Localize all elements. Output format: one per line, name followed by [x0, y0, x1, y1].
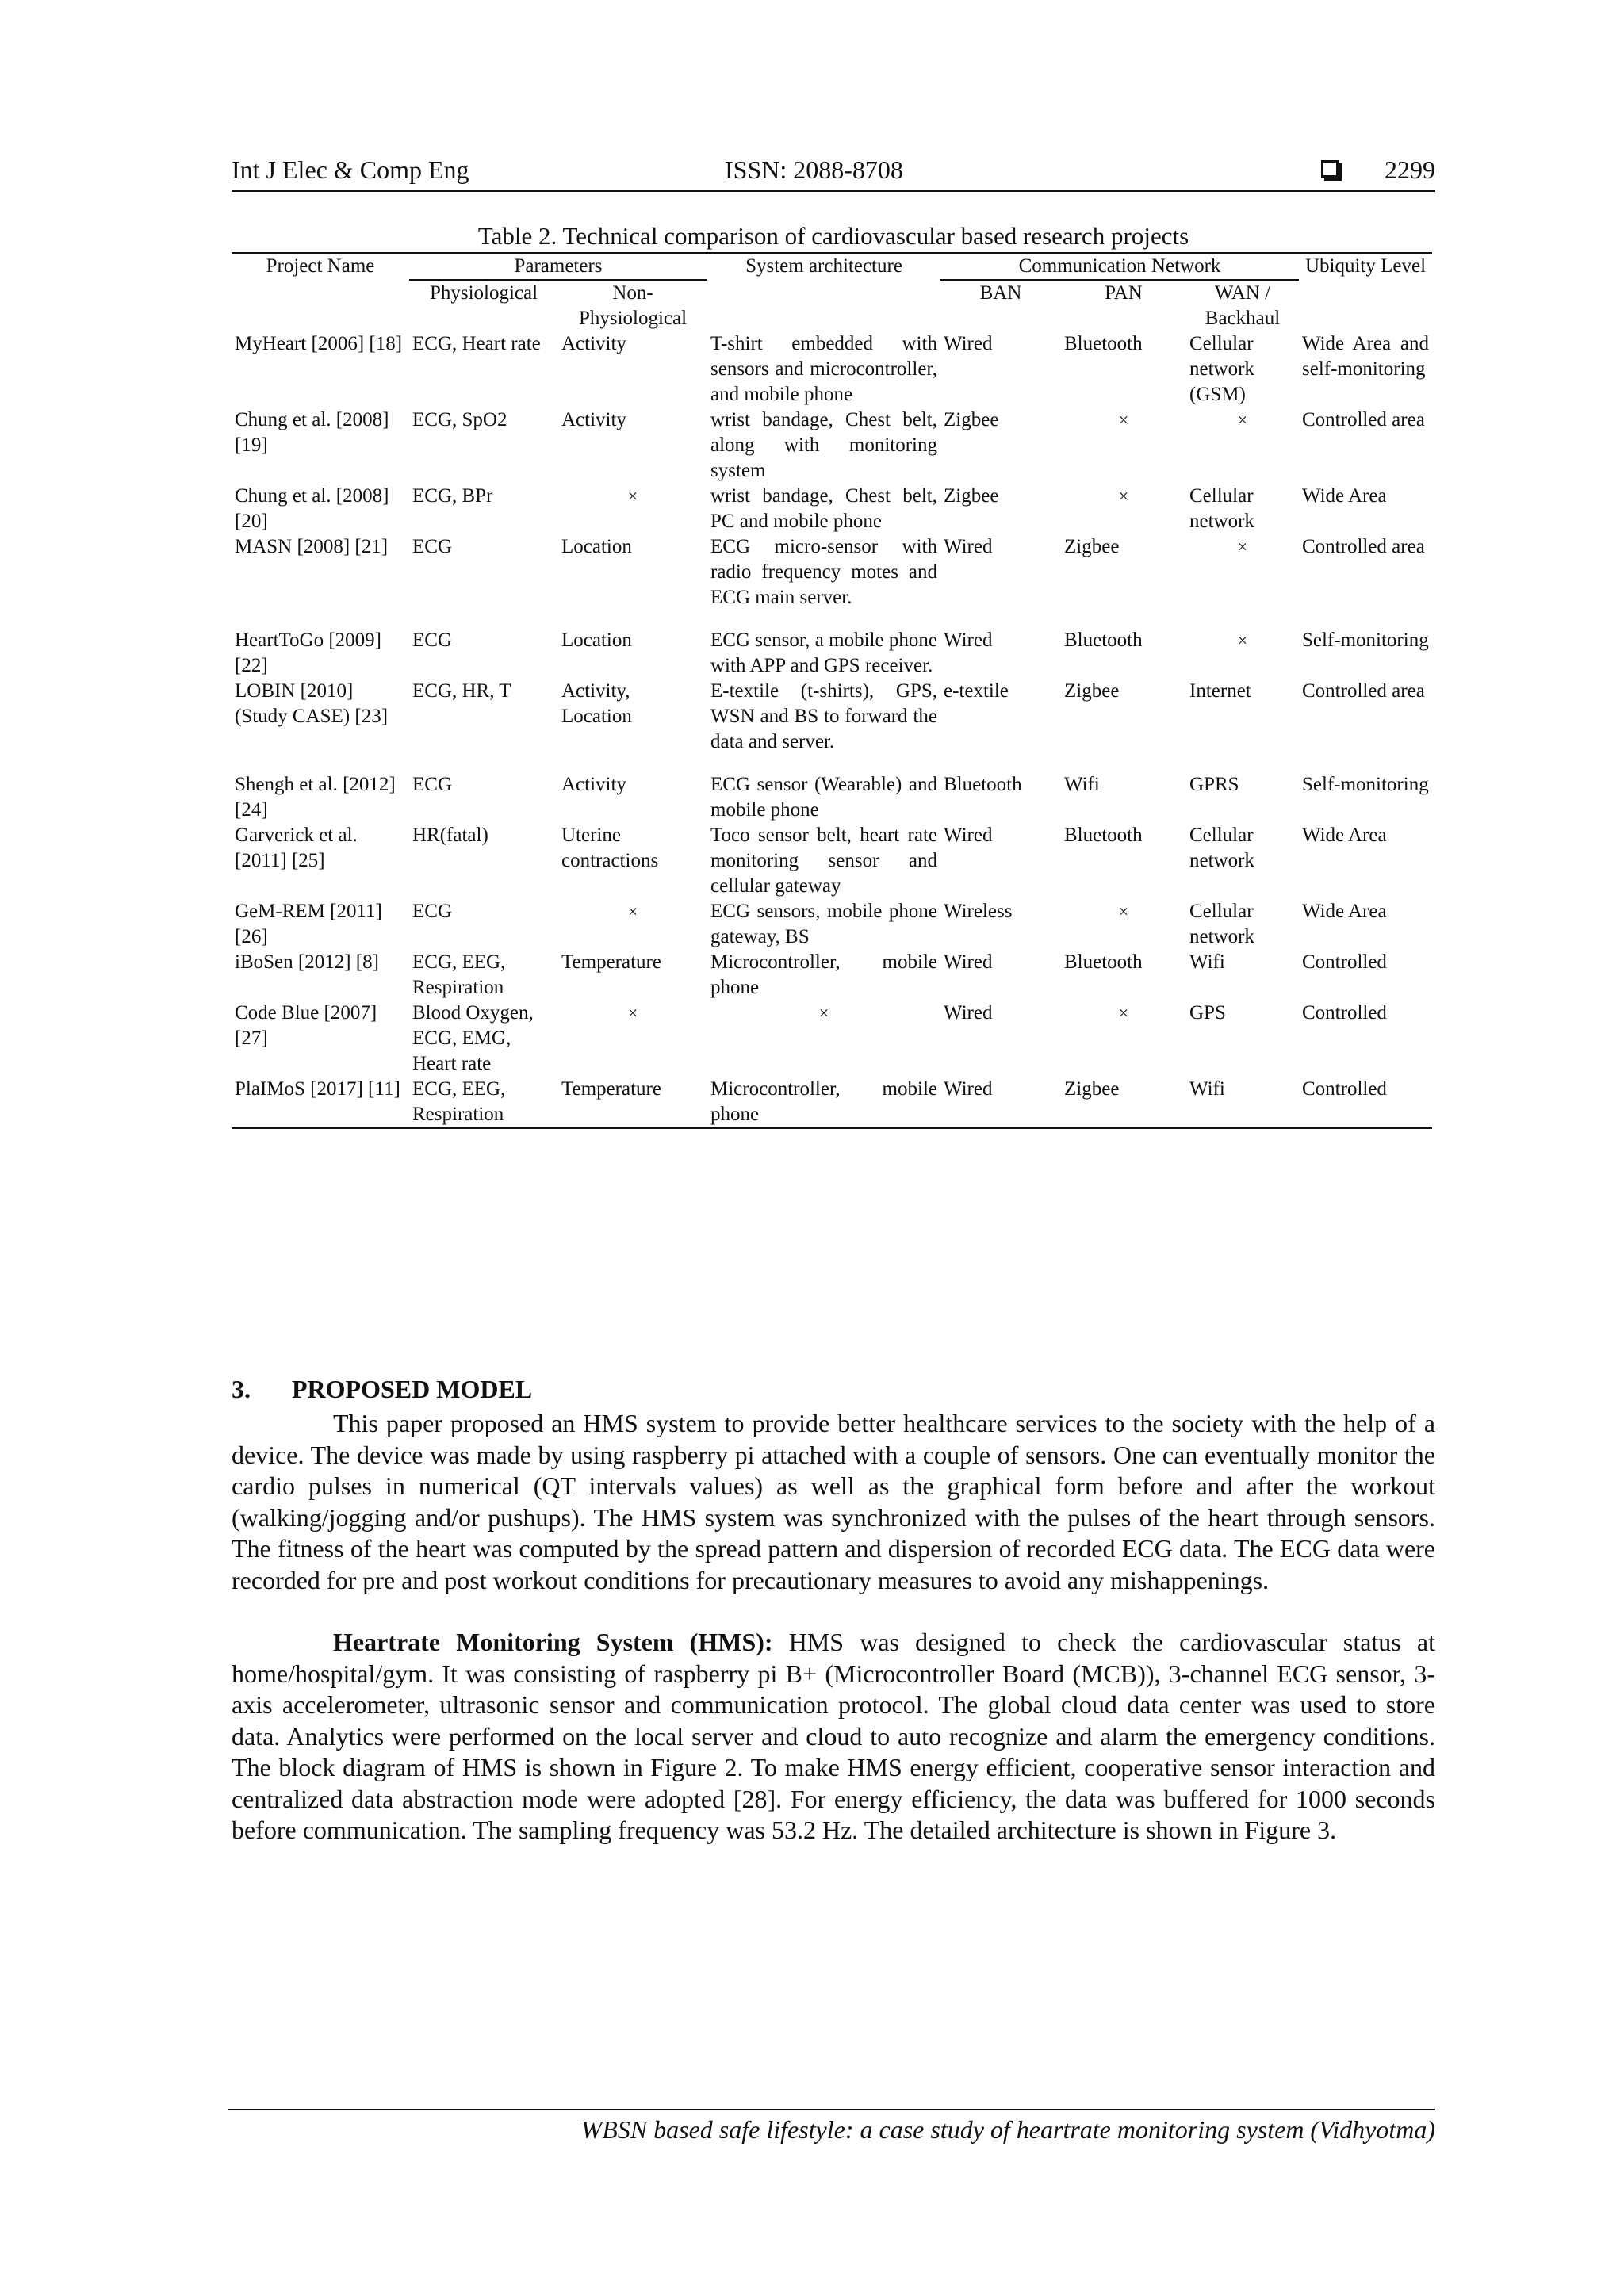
cell-nonphysio: × — [627, 901, 638, 921]
table-row — [232, 534, 1432, 628]
cell-nonphysio: Temperature — [561, 951, 661, 973]
cell-wan: Cellular network — [1189, 901, 1254, 947]
footer-divider — [228, 2109, 1435, 2110]
cell-physio: ECG — [412, 536, 452, 557]
cell-ubiquity: Wide Area — [1302, 901, 1387, 922]
cell-physio: ECG — [412, 774, 452, 795]
cell-pan: Zigbee — [1064, 536, 1120, 557]
cell-physio: ECG, BPr — [412, 485, 493, 507]
cell-project: LOBIN [2010] (Study CASE) [23] — [235, 680, 389, 727]
cell-pan: Wifi — [1064, 774, 1100, 795]
cell-project: MASN [2008] [21] — [235, 536, 389, 557]
table-row — [232, 628, 1432, 679]
cell-ban: Wireless — [944, 901, 1013, 922]
cell-physio: Blood Oxygen, ECG, EMG, Heart rate — [412, 1002, 534, 1074]
cell-project: Shengh et al. [2012] [24] — [235, 774, 396, 821]
comparison-table — [232, 252, 1432, 1129]
cell-pan: × — [1118, 1003, 1129, 1023]
paragraph-2 — [232, 1627, 1435, 1846]
table-row — [232, 899, 1432, 950]
cell-wan: Cellular network — [1189, 485, 1254, 532]
cell-arch: Toco sensor belt, heart rate monitoring sensor and cellular gateway — [710, 825, 937, 897]
cell-nonphysio: × — [627, 486, 638, 506]
cell-ubiquity: Controlled — [1302, 951, 1387, 973]
cell-pan: Bluetooth — [1064, 333, 1143, 354]
cell-ubiquity: Controlled area — [1302, 409, 1425, 430]
header-wan: WAN / Backhaul — [1205, 282, 1281, 329]
header-ubiquity-level: Ubiquity Level — [1299, 253, 1432, 331]
cell-wan: × — [1237, 630, 1248, 650]
cell-arch: ECG sensor, a mobile phone with APP and GPS receiver. — [710, 629, 937, 676]
cell-arch: ECG sensors, mobile phone gateway, BS — [710, 901, 937, 947]
cell-pan: Zigbee — [1061, 1077, 1186, 1128]
cell-project: HeartToGo [2009] [22] — [235, 629, 381, 676]
header-ban: BAN — [979, 282, 1022, 304]
issn: ISSN: 2088-8708 — [725, 155, 903, 184]
table-row — [232, 408, 1432, 484]
table-caption: Table 2. Technical comparison of cardiovascular based research projects — [477, 222, 1189, 250]
table-row — [232, 950, 1432, 1001]
cell-nonphysio: Activity — [561, 774, 626, 795]
cell-project: Chung et al. [2008] [19] — [235, 409, 389, 456]
cell-nonphysio: Location — [561, 629, 632, 651]
table-row — [232, 772, 1432, 823]
cell-pan: Bluetooth — [1064, 951, 1143, 973]
cell-ubiquity: Controlled — [1299, 1077, 1432, 1128]
cell-ubiquity: Controlled — [1302, 1002, 1387, 1024]
paragraph-1: This paper proposed an HMS system to provide better healthcare services to the society with the help of a device. The device was made by using raspberry pi attached with a couple of sensors. One can eventually monitor the cardio pulses in numerical (QT intervals values) as well as the graphical form before and after the workout (walking/jogging and/or pushups). The HMS system was synchronized with the pulses of the heart through sensors. The fitness of the heart was computed by the spread pattern and dispersion of recorded ECG data. The ECG data were recorded for pre and post workout conditions for precautionary measures to avoid any mishappenings. — [232, 1409, 1435, 1594]
cell-project: PlaIMoS [2017] [11] — [232, 1077, 409, 1128]
header-physiological: Physiological — [429, 282, 538, 304]
cell-ubiquity: Self-monitoring — [1302, 629, 1429, 651]
cell-ubiquity: Self-monitoring — [1302, 774, 1429, 795]
cell-project: GeM-REM [2011] [26] — [235, 901, 382, 947]
table-row — [232, 1077, 1432, 1128]
cell-physio: ECG, Heart rate — [412, 333, 541, 354]
cell-nonphysio: Activity — [561, 333, 626, 354]
cell-nonphysio: Temperature — [558, 1077, 707, 1128]
cell-physio: ECG, EEG, Respiration — [412, 951, 506, 998]
cell-physio: ECG, SpO2 — [412, 409, 508, 430]
cell-physio: HR(fatal) — [412, 825, 488, 846]
table-row — [232, 331, 1432, 408]
header-parameters: Parameters — [409, 253, 707, 280]
cell-project: Chung et al. [2008] [20] — [235, 485, 389, 532]
cell-nonphysio: Location — [561, 536, 632, 557]
cell-arch: wrist bandage, Chest belt, PC and mobile phone — [710, 485, 937, 532]
cell-ban: Wired — [944, 825, 993, 846]
journal-name: Int J Elec & Comp Eng — [232, 155, 469, 184]
cell-nonphysio: × — [627, 1003, 638, 1023]
cell-ubiquity: Wide Area — [1302, 485, 1387, 507]
cell-pan: Bluetooth — [1064, 825, 1143, 846]
cell-physio: ECG, EEG, Respiration — [409, 1077, 558, 1128]
cell-ban: Bluetooth — [944, 774, 1022, 795]
cell-physio: ECG, HR, T — [412, 680, 511, 702]
cell-ubiquity: Controlled area — [1302, 536, 1425, 557]
cell-ubiquity: Wide Area and self-monitoring — [1302, 333, 1429, 380]
cell-nonphysio: Activity, Location — [561, 680, 632, 727]
section-title: PROPOSED MODEL — [292, 1375, 533, 1403]
cell-arch: E-textile (t-shirts), GPS, WSN and BS to forward the data and server. — [710, 680, 937, 752]
cell-wan: Wifi — [1189, 951, 1225, 973]
cell-arch: ECG micro-sensor with radio frequency motes and ECG main server. — [710, 536, 937, 608]
header-project-name: Project Name — [232, 253, 409, 331]
cell-pan: × — [1118, 410, 1129, 430]
cell-pan: × — [1118, 901, 1129, 921]
header-system-architecture: System architecture — [707, 253, 940, 331]
cell-arch: Microcontroller, mobile phone — [710, 951, 937, 998]
cell-ban: Wired — [944, 1002, 993, 1024]
cell-wan: GPRS — [1189, 774, 1239, 795]
header-pan: PAN — [1105, 282, 1143, 304]
cell-ban: Wired — [944, 536, 993, 557]
table-row — [232, 1001, 1432, 1077]
cell-nonphysio: Uterine contractions — [561, 825, 659, 871]
cell-arch: ECG sensor (Wearable) and mobile phone — [710, 774, 937, 821]
cell-ban: Wired — [944, 951, 993, 973]
cell-ban: Wired — [944, 333, 993, 354]
cell-wan: GPS — [1189, 1002, 1226, 1024]
cell-ban: Zigbee — [944, 485, 999, 507]
cell-wan: Internet — [1189, 680, 1251, 702]
header-non-physiological: Non-Physiological — [578, 282, 688, 329]
header-divider — [232, 190, 1435, 192]
table-body — [232, 331, 1432, 1128]
cell-pan: × — [1118, 486, 1129, 506]
cell-nonphysio: Activity — [561, 409, 626, 430]
cell-project: Garverick et al. [2011] [25] — [235, 825, 358, 871]
cell-physio: ECG — [412, 629, 452, 651]
cell-pan: Bluetooth — [1064, 629, 1143, 651]
cell-wan: × — [1237, 537, 1248, 557]
cell-wan: Cellular network (GSM) — [1189, 333, 1254, 405]
cell-pan: Zigbee — [1064, 680, 1120, 702]
header-communication-network: Communication Network — [940, 253, 1299, 280]
paragraph-2-lead: Heartrate Monitoring System (HMS): — [333, 1628, 773, 1656]
cell-project: iBoSen [2012] [8] — [235, 951, 379, 973]
cell-arch: wrist bandage, Chest belt, along with monitoring system — [710, 409, 937, 481]
cell-wan: Cellular network — [1189, 825, 1254, 871]
cell-arch: × — [818, 1003, 829, 1023]
cell-arch: T-shirt embedded with sensors and microcontroller, and mobile phone — [710, 333, 937, 405]
cell-project: Code Blue [2007] [27] — [235, 1002, 377, 1049]
table-row — [232, 484, 1432, 534]
cell-ubiquity: Wide Area — [1302, 825, 1387, 846]
cell-ban: Wired — [940, 1077, 1061, 1128]
section-heading — [232, 1375, 532, 1404]
cell-ban: e-textile — [944, 680, 1009, 702]
cell-ban: Wired — [944, 629, 993, 651]
checkbox-square-icon — [1321, 160, 1339, 178]
cell-ban: Zigbee — [944, 409, 999, 430]
page-number: 2299 — [1385, 155, 1435, 184]
cell-project: MyHeart [2006] [18] — [235, 333, 403, 354]
cell-wan: Wifi — [1186, 1077, 1299, 1128]
table-row — [232, 823, 1432, 899]
page-header — [232, 155, 1435, 190]
cell-arch: Microcontroller, mobile phone — [707, 1077, 940, 1128]
paragraph-2-body: HMS was designed to check the cardiovascular status at home/hospital/gym. It was consisting of raspberry pi B+ (Microcontroller Board (MCB)), 3-channel ECG sensor, 3-axis accelerometer, ultrasonic sensor and communication protocol. The global cloud data center was used to store data. Analytics were performed on the local server and cloud to auto recognize and alarm the emergency conditions. The block diagram of HMS is shown in Figure 2. To make HMS energy efficient, cooperative sensor interaction and centralized data abstraction mode were adopted [28]. For energy efficiency, the data was buffered for 1000 seconds before communication. The sampling frequency was 53.2 Hz. The detailed architecture is shown in Figure 3. — [232, 1628, 1436, 1844]
running-footer: WBSN based safe lifestyle: a case study of heartrate monitoring system (Vidhyotma) — [580, 2115, 1435, 2144]
cell-ubiquity: Controlled area — [1302, 680, 1425, 702]
cell-wan: × — [1237, 410, 1248, 430]
table-row — [232, 679, 1432, 772]
cell-physio: ECG — [412, 901, 452, 922]
section-number: 3. — [232, 1375, 251, 1403]
